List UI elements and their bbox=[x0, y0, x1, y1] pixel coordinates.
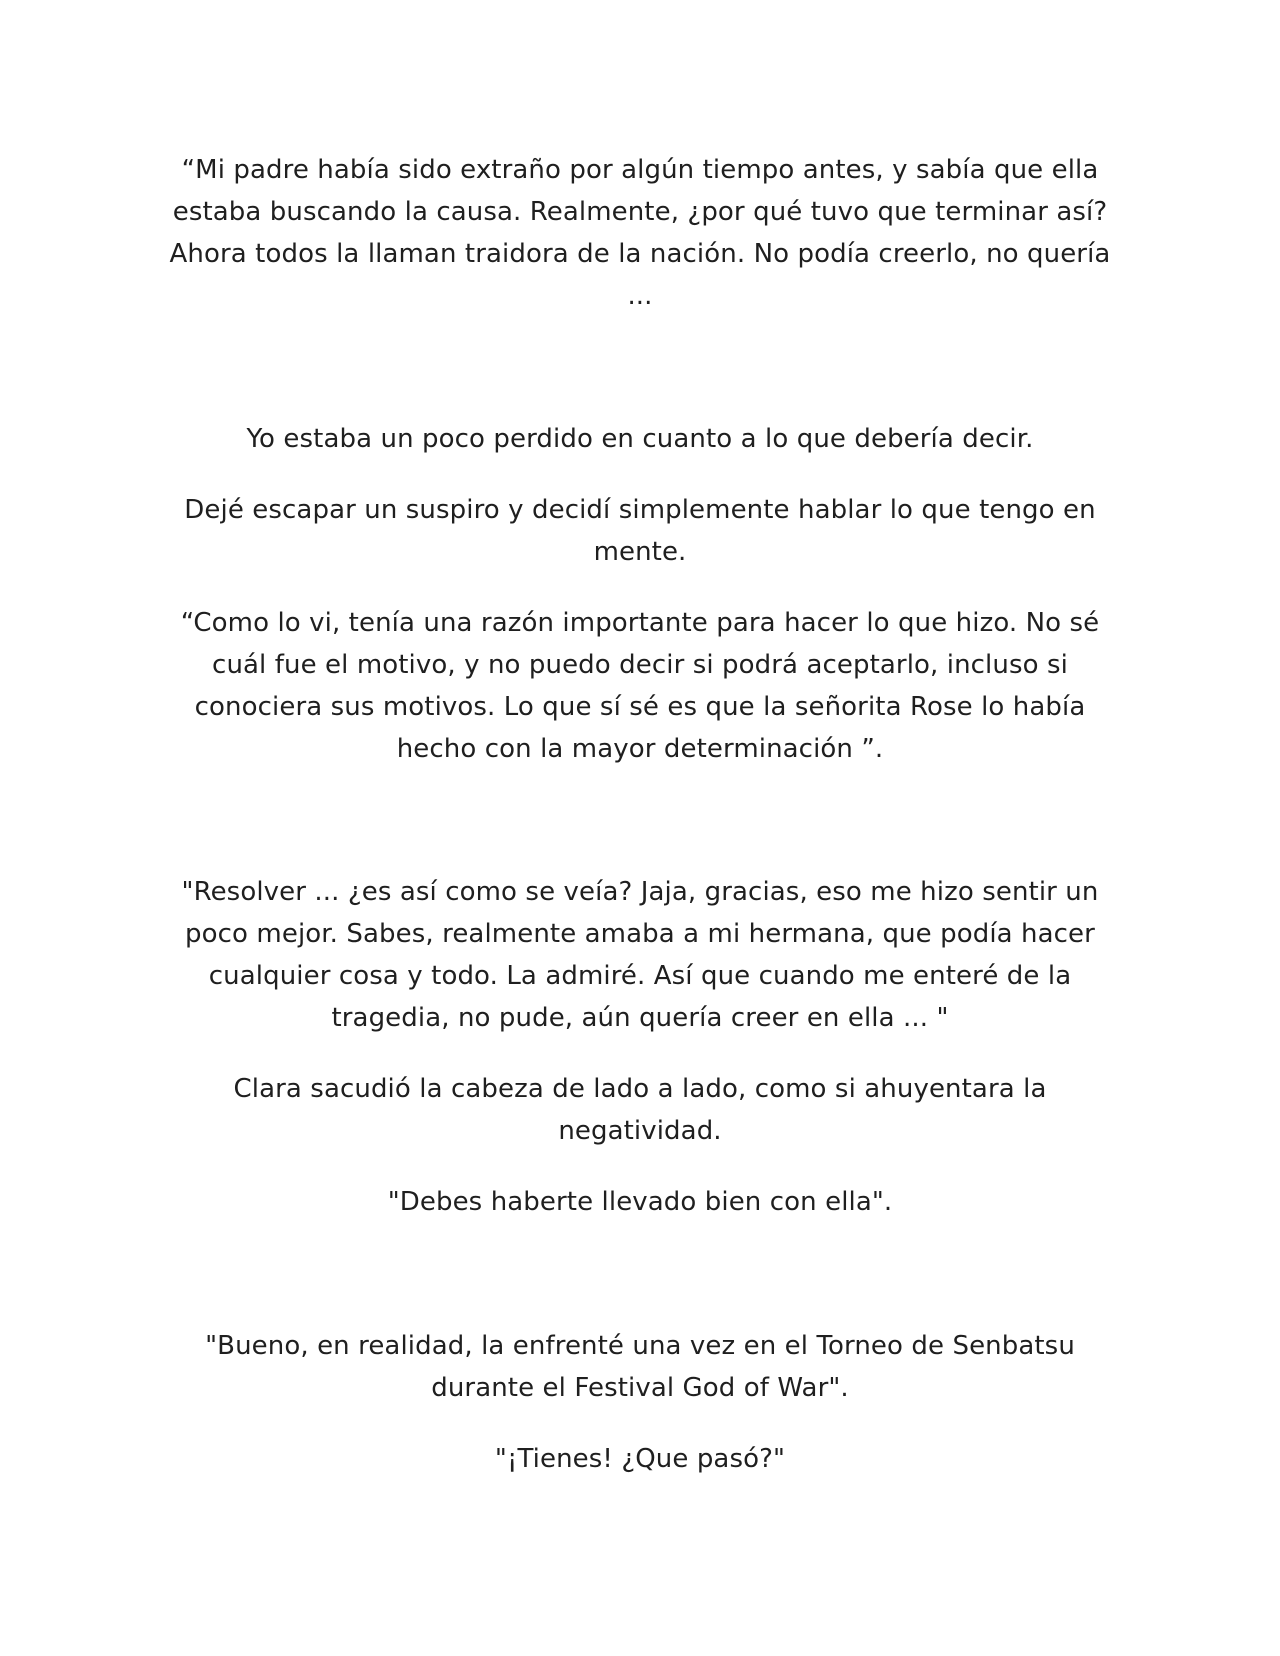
paragraph: “Como lo vi, tenía una razón importante para hacer lo que hizo. No sé cuál fue el motivo, y no puedo decir si podrá aceptarlo, incluso si conociera sus motivos. Lo que sí sé es que la señorita Rose lo había hecho con la mayor determinación ”. bbox=[180, 608, 1100, 764]
paragraph: "Resolver ... ¿es así como se veía? Jaja, gracias, eso me hizo sentir un poco mejor. Sabes, realmente amaba a mi hermana, que podía hacer cualquier cosa y todo. La admiré. Así que cuando me enteré de la tragedia, no pude, aún quería creer en ella ... " bbox=[181, 877, 1099, 1033]
paragraph: Dejé escapar un suspiro y decidí simplemente hablar lo que tengo en mente. bbox=[184, 495, 1096, 567]
paragraph: "Debes haberte llevado bien con ella". bbox=[387, 1187, 893, 1217]
paragraph: Yo estaba un poco perdido en cuanto a lo que debería decir. bbox=[246, 424, 1034, 454]
paragraph: "Bueno, en realidad, la enfrenté una vez en el Torneo de Senbatsu durante el Festival God of War". bbox=[205, 1331, 1075, 1403]
paragraph: "¡Tienes! ¿Que pasó?" bbox=[494, 1444, 786, 1474]
paragraph: Clara sacudió la cabeza de lado a lado, como si ahuyentara la negatividad. bbox=[233, 1074, 1047, 1146]
paragraph: “Mi padre había sido extraño por algún tiempo antes, y sabía que ella estaba buscando la causa. Realmente, ¿por qué tuvo que terminar así? Ahora todos la llaman traidora de la nación. No podía creerlo, no quería ... bbox=[169, 155, 1111, 311]
